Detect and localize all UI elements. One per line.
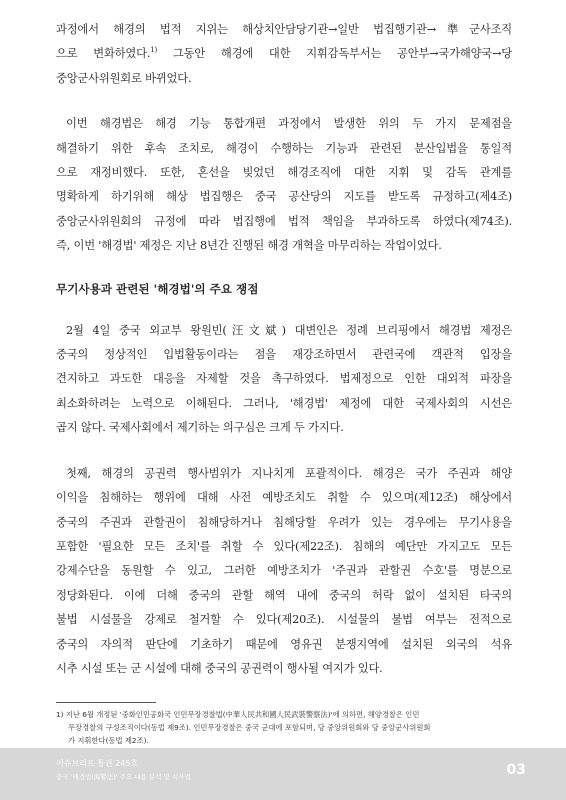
paragraph-3 — [56, 319, 512, 441]
footnote-marker[interactable]: 1) — [150, 46, 158, 55]
text-line: 첫째, 해경의 공권력 행사범위가 지나치게 포괄적이다. 해경은 국가 주권과 해양 — [66, 466, 512, 480]
text-line: 포함한 '필요한 모든 조치'를 취할 수 있다(제22조). 침해의 예단만 가지고도 모든 — [56, 539, 512, 553]
text-line: 중국의 정상적인 입법활동이라는 점을 재강조하면서 관련국에 객관적 입장을 — [56, 348, 512, 362]
text-line: 이번 해경법은 해경 기능 통합개편 과정에서 발생한 위의 두 가지 문제점을 — [66, 117, 512, 131]
footnote-divider — [56, 702, 156, 703]
document-body — [56, 18, 512, 747]
text-line: 견지하고 과도한 대응을 자제할 것을 촉구하였다. 법제정으로 인한 대외적 파장을 — [56, 372, 512, 386]
page-number: 03 — [506, 762, 526, 778]
text-line: 으로 재정비했다. 또한, 혼선을 빚었던 해경조직에 대한 지휘 및 감독 관계를 — [56, 166, 512, 180]
report-subtitle: 중국 '해경법(海警法)' 주요 내용 분석 및 시사점 — [56, 773, 191, 781]
text-line: 명확하게 하기위해 해상 법집행은 중국 공산당의 지도를 받도록 규정하고(제4조) — [56, 190, 512, 204]
text-line: 중앙군사위원회의 규정에 따라 법집행에 법적 책임을 부과하도록 하였다(제74조). — [56, 214, 512, 228]
text-line: 이익을 침해하는 행위에 대해 사전 예방조치도 취할 수 있으며(제12조) 해상에서 — [56, 491, 512, 505]
text-line: 중국의 자의적 판단에 기초하기 때문에 영유권 분쟁지역에 설치된 외국의 석유 — [56, 637, 512, 651]
text-line: 최소화하려는 노력으로 이해된다. 그러나, '해경법' 제정에 대한 국제사회의 시선은 — [56, 396, 512, 410]
text-line: 2월 4일 중국 외교부 왕원빈(汪文斌) 대변인은 정례 브리핑에서 해경법 제정은 — [66, 323, 512, 337]
paragraph-2 — [56, 112, 512, 258]
text-line: 중국의 주권과 관할권이 침해당하거나 침해당할 우려가 있는 경우에는 무기사용을 — [56, 515, 512, 529]
footnote — [56, 709, 512, 747]
text-line: 불법 시설물을 강제로 철거할 수 있다(제20조). 시설물의 불법 여부는 전적으로 — [56, 613, 512, 627]
text-line: 해결하기 위한 후속 조치로, 해경이 수행하는 기능과 관련된 분산입법을 통일적 — [56, 141, 512, 155]
issue-number: 이슈브리프 통권 245호 — [56, 759, 139, 768]
text-line: 즉, 이번 '해경법' 제정은 지난 8년간 진행된 해경 개혁을 마무리하는 작업이었다. — [56, 239, 442, 253]
footnote-line: 1) 지난 6월 개정된 '중화인민공화국 인민무장경찰법(中華人民共和國人民武裝警察法)'에 의하면, 해양경찰은 인민 — [56, 710, 420, 720]
text-line: 강제수단을 동원할 수 있고, 그러한 예방조치가 '주권과 관할권 수호'를 명분으로 — [56, 564, 512, 578]
text-line: 중앙군사위원회로 바뀌었다. — [56, 71, 192, 85]
text-line: 정당화된다. 이에 더해 중국의 관할 해역 내에 중국의 허락 없이 설치된 타국의 — [56, 588, 512, 602]
section-heading: 무기사용과 관련된 '해경법'의 주요 쟁점 — [56, 281, 259, 296]
page-footer — [0, 748, 566, 800]
text-line: 시추 시설 또는 군 시설에 대해 중국의 공권력이 행사될 여지가 있다. — [56, 661, 383, 675]
footnote-line: 무장경찰의 구성조직이다(동법 제9조). 인민무장경찰은 중국 군대에 포함되며, 당 중앙위원회와 당 중앙군사위원회 — [68, 722, 431, 732]
paragraph-1 — [56, 18, 512, 91]
text-line: 곱지 않다. 국제사회에서 제기하는 의구심은 크게 두 가지다. — [56, 421, 344, 435]
footnote-line: 가 지휘한다(동법 제2조). — [68, 735, 149, 745]
text-line: 으로 변화하였다.$^{1)}$ 그동안 해경에 대한 지휘감독부서는 공안부→국가해양국→당 — [56, 46, 512, 61]
paragraph-4 — [56, 462, 512, 682]
text-line: 과정에서 해경의 법적 지위는 해상치안담당기관→일반 법집행기관→準군사조직 — [56, 23, 512, 36]
